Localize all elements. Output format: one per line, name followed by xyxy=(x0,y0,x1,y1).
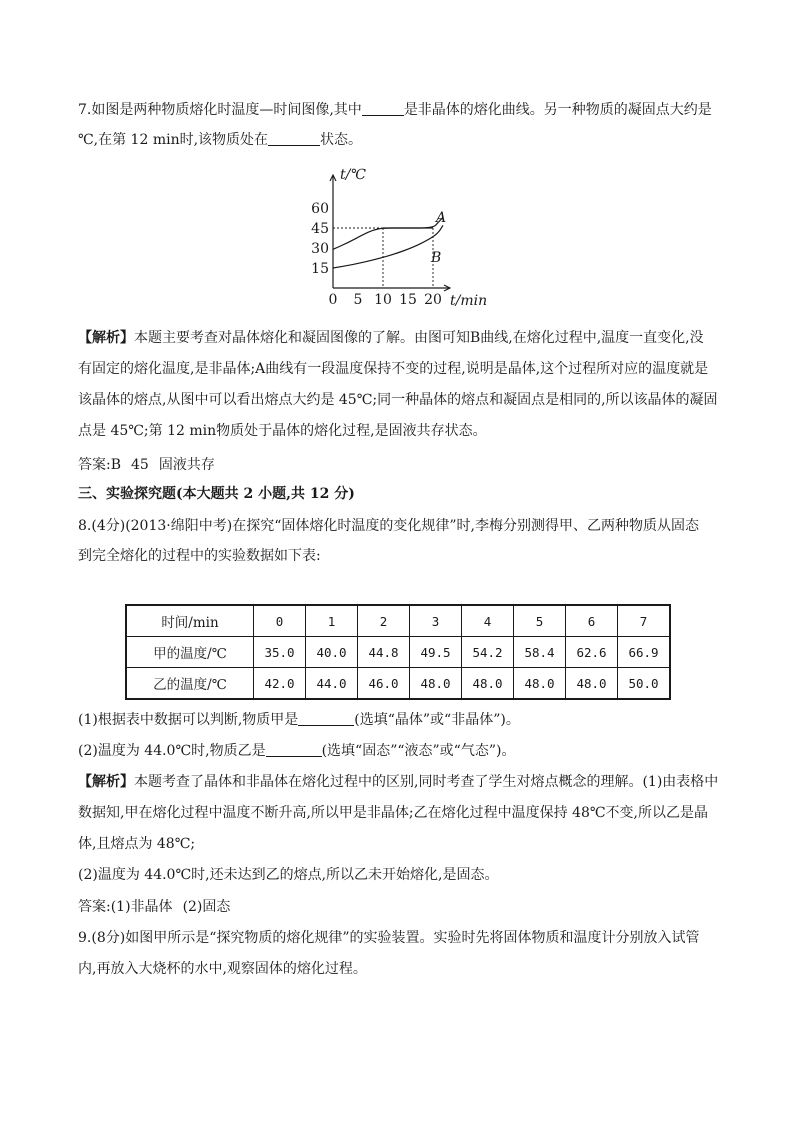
table-cell: 48.0 xyxy=(514,668,566,700)
analysis-text: 本题考查了晶体和非晶体在熔化过程中的区别,同时考查了学生对熔点概念的理解。(1)由表格中 xyxy=(134,774,719,790)
table-cell: 4 xyxy=(462,605,514,637)
table-cell: 0 xyxy=(254,605,306,637)
analysis-text: 本题主要考查对晶体熔化和凝固图像的了解。由图可知B曲线,在熔化过程中,温度一直变化,没 xyxy=(134,330,704,346)
table-cell: 58.4 xyxy=(514,637,566,668)
table-cell: 54.2 xyxy=(462,637,514,668)
answer-blank[interactable] xyxy=(362,100,404,116)
table-cell: 62.6 xyxy=(566,637,618,668)
row-header: 乙的温度/℃ xyxy=(126,668,254,700)
y-tick-label: 60 xyxy=(311,201,329,217)
answer-blank[interactable] xyxy=(298,710,354,726)
y-tick-label: 45 xyxy=(311,221,329,237)
answer-value: 45 xyxy=(131,457,149,473)
table-cell: 46.0 xyxy=(358,668,410,700)
q8-line-1: 8.(4分)(2013·绵阳中考)在探究“固体熔化时温度的变化规律”时,李梅分别测得甲、乙两种物质从固态 xyxy=(78,518,699,534)
analysis7-line-1 xyxy=(78,325,724,352)
q7-text: ℃,在第 12 min时,该物质处在 xyxy=(78,132,269,148)
table-cell: 1 xyxy=(306,605,358,637)
answer-label: 答案: xyxy=(78,457,111,473)
answer-value: (1)非晶体 xyxy=(110,899,173,915)
analysis-tag: 【解析】 xyxy=(78,330,134,346)
table-row xyxy=(126,668,670,700)
x-tick-label: 10 xyxy=(374,292,392,308)
series-line-a xyxy=(333,217,443,249)
answer-blank[interactable] xyxy=(266,741,322,757)
table-cell: 2 xyxy=(358,605,410,637)
x-tick-label: 5 xyxy=(353,292,363,308)
analysis7-line-4: 点是 45℃;第 12 min物质处于晶体的熔化过程,是固液共存状态。 xyxy=(78,423,487,439)
x-axis-label: t/min xyxy=(450,293,488,309)
q8-line-2: 到完全熔化的过程中的实验数据如下表: xyxy=(78,548,321,564)
x-tick-label: 15 xyxy=(399,292,417,308)
answer-blank[interactable] xyxy=(268,130,320,146)
series-label-a: A xyxy=(436,210,447,226)
answer-value: 固液共存 xyxy=(158,457,215,473)
table-cell: 40.0 xyxy=(306,637,358,668)
q9-line-1: 9.(8分)如图甲所示是“探究物质的熔化规律”的实验装置。实验时先将固体物质和温度计分别放入试管 xyxy=(78,930,700,946)
curves xyxy=(333,210,446,268)
dashed-guides xyxy=(333,228,433,288)
analysis8-line-2: 数据知,甲在熔化过程中温度不断升高,所以甲是非晶体;乙在熔化过程中温度保持 48℃不变,所以乙是晶 xyxy=(78,805,708,821)
table-row xyxy=(126,605,670,637)
x-tick-label: 0 xyxy=(328,292,338,308)
series-line-b xyxy=(333,225,443,268)
table-cell: 5 xyxy=(514,605,566,637)
y-tick-label: 30 xyxy=(311,241,329,257)
answer-label: 答案: xyxy=(78,899,111,915)
analysis7-line-3: 该晶体的熔点,从图中可以看出熔点大约是 45℃;同一种晶体的熔点和凝固点是相同的,所以该晶体的凝固 xyxy=(78,392,718,408)
table-cell: 7 xyxy=(618,605,671,637)
data-table xyxy=(125,604,671,700)
y-tick-label: 15 xyxy=(311,261,329,277)
answer8 xyxy=(78,894,724,921)
section-heading: 三、实验探究题(本大题共 2 小题,共 12 分) xyxy=(78,486,355,502)
row-header: 甲的温度/℃ xyxy=(126,637,254,668)
q8-text: (选填“晶体”或“非晶体”)。 xyxy=(354,712,520,728)
q7-text: 是非晶体的熔化曲线。另一种物质的凝固点大约是 xyxy=(403,102,712,118)
answer-value: (2)固态 xyxy=(182,899,231,915)
table-cell: 6 xyxy=(566,605,618,637)
analysis8-line-4: (2)温度为 44.0℃时,还未达到乙的熔点,所以乙未开始熔化,是固态。 xyxy=(78,867,499,883)
q8-sub-2 xyxy=(78,738,724,765)
answer7 xyxy=(78,452,724,479)
table-cell: 35.0 xyxy=(254,637,306,668)
table-row xyxy=(126,637,670,668)
analysis7-line-2: 有固定的熔化温度,是非晶体;A曲线有一段温度保持不变的过程,说明是晶体,这个过程所对应的温度就是 xyxy=(78,361,709,377)
table-cell: 50.0 xyxy=(618,668,671,700)
axes xyxy=(330,175,450,291)
q7-line-1 xyxy=(78,97,724,124)
analysis8-line-1 xyxy=(78,769,724,796)
q8-text: (1)根据表中数据可以判断,物质甲是 xyxy=(78,712,299,728)
table-cell: 44.0 xyxy=(306,668,358,700)
table-cell: 49.5 xyxy=(410,637,462,668)
analysis8-line-3: 体,且熔点为 48℃; xyxy=(78,836,196,852)
answer-value: B xyxy=(110,457,122,473)
table-cell: 48.0 xyxy=(566,668,618,700)
q8-sub-1 xyxy=(78,707,724,734)
q8-text: (选填“固态”“液态”或“气态”)。 xyxy=(321,743,516,759)
q7-text: 7.如图是两种物质熔化时温度—时间图像,其中 xyxy=(78,102,362,118)
table-cell: 48.0 xyxy=(462,668,514,700)
q8-text: (2)温度为 44.0℃时,物质乙是 xyxy=(78,743,266,759)
table-cell: 3 xyxy=(410,605,462,637)
table-cell: 66.9 xyxy=(618,637,671,668)
q7-line-2 xyxy=(78,127,724,154)
table-cell: 48.0 xyxy=(410,668,462,700)
tick-labels xyxy=(311,201,442,308)
q9-line-2: 内,再放入大烧杯的水中,观察固体的熔化过程。 xyxy=(78,961,367,977)
table-cell: 44.8 xyxy=(358,637,410,668)
q7-text: 状态。 xyxy=(320,132,363,148)
x-tick-label: 20 xyxy=(424,292,442,308)
analysis-tag: 【解析】 xyxy=(78,774,134,790)
row-header: 时间/min xyxy=(126,605,254,637)
y-axis-label: t/℃ xyxy=(340,167,367,183)
temperature-time-graph xyxy=(300,166,500,312)
series-label-b: B xyxy=(431,250,442,266)
table-cell: 42.0 xyxy=(254,668,306,700)
